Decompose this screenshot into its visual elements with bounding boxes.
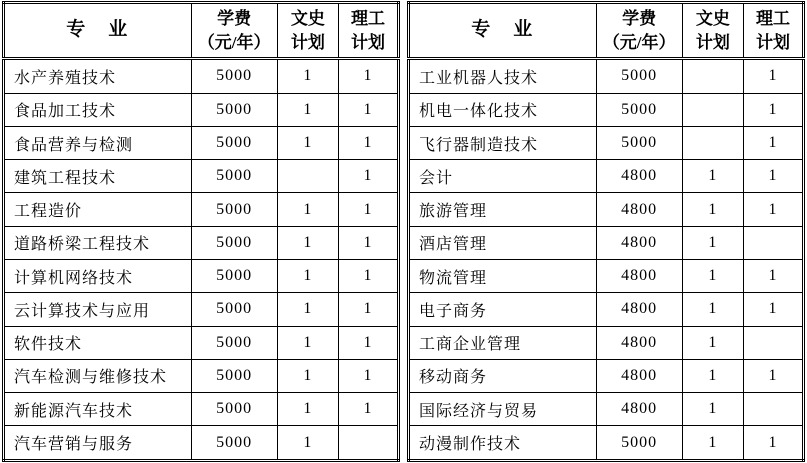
- wenshi-plan-column-header: [277, 3, 338, 59]
- table-row: [4, 193, 399, 226]
- table-row: [4, 359, 399, 392]
- major-cell: 电子商务: [409, 293, 597, 326]
- table-row: [4, 59, 399, 94]
- tuition-cell: 5000: [596, 93, 682, 126]
- wenshi-plan-cell: 1: [277, 193, 338, 226]
- major-cell: 国际经济与贸易: [409, 393, 597, 426]
- major-cell: 新能源汽车技术: [4, 393, 192, 426]
- wenshi-plan-cell: 1: [682, 193, 743, 226]
- tuition-cell: 5000: [191, 193, 277, 226]
- major-cell: 物流管理: [409, 259, 597, 292]
- major-cell: 汽车营销与服务: [4, 426, 192, 461]
- major-cell: 软件技术: [4, 326, 192, 359]
- ligong-plan-cell: 1: [338, 259, 398, 292]
- tuition-cell: 5000: [191, 293, 277, 326]
- ligong-plan-cell: [743, 226, 803, 259]
- tuition-cell: 5000: [191, 326, 277, 359]
- table-row: [4, 426, 399, 461]
- major-cell: 酒店管理: [409, 226, 597, 259]
- ligong-plan-cell: 1: [338, 326, 398, 359]
- table-row: [409, 359, 804, 392]
- tuition-cell: 5000: [191, 59, 277, 94]
- table-row: [409, 226, 804, 259]
- wenshi-plan-cell: 1: [277, 359, 338, 392]
- ligong-plan-cell: 1: [743, 59, 803, 94]
- table-row: [409, 393, 804, 426]
- wenshi-plan-cell: 1: [682, 326, 743, 359]
- header-row: [4, 3, 399, 59]
- wenshi-plan-cell: [682, 59, 743, 94]
- table-row: [409, 326, 804, 359]
- tuition-cell: 5000: [191, 160, 277, 193]
- table-row: [4, 393, 399, 426]
- tuition-cell: 5000: [191, 259, 277, 292]
- ligong-plan-cell: 1: [743, 193, 803, 226]
- major-cell: 食品加工技术: [4, 93, 192, 126]
- ligong-plan-column-header: [743, 3, 803, 59]
- major-cell: 移动商务: [409, 359, 597, 392]
- major-cell: 工业机器人技术: [409, 59, 597, 94]
- table-row: [409, 293, 804, 326]
- tuition-cell: 5000: [596, 59, 682, 94]
- ligong-header-line1: 理工: [755, 8, 790, 28]
- wenshi-plan-cell: 1: [682, 160, 743, 193]
- ligong-plan-cell: [743, 326, 803, 359]
- major-cell: 工程造价: [4, 193, 192, 226]
- ligong-plan-cell: 1: [743, 126, 803, 159]
- wenshi-plan-cell: 1: [682, 259, 743, 292]
- major-cell: 计算机网络技术: [4, 259, 192, 292]
- tuition-cell: 4800: [596, 226, 682, 259]
- ligong-plan-cell: 1: [338, 393, 398, 426]
- ligong-plan-cell: [338, 426, 398, 461]
- tuition-cell: 4800: [596, 193, 682, 226]
- tuition-cell: 5000: [191, 393, 277, 426]
- tuition-cell: 5000: [191, 226, 277, 259]
- ligong-plan-cell: 1: [743, 93, 803, 126]
- ligong-plan-cell: 1: [338, 193, 398, 226]
- table-row: [4, 259, 399, 292]
- wenshi-header-line2: 计划: [290, 32, 325, 52]
- fee-table-right: [407, 1, 805, 462]
- table-row: [409, 259, 804, 292]
- ligong-plan-cell: 1: [743, 160, 803, 193]
- table-row: [409, 160, 804, 193]
- table-row: [4, 126, 399, 159]
- major-cell: 水产养殖技术: [4, 59, 192, 94]
- wenshi-header-line2: 计划: [695, 32, 730, 52]
- tuition-header-line2: （元/年）: [602, 32, 676, 52]
- tuition-cell: 4800: [596, 393, 682, 426]
- wenshi-plan-cell: 1: [277, 226, 338, 259]
- table-row: [4, 326, 399, 359]
- major-cell: 建筑工程技术: [4, 160, 192, 193]
- major-cell: 工商企业管理: [409, 326, 597, 359]
- ligong-plan-cell: [743, 393, 803, 426]
- tuition-cell: 5000: [596, 426, 682, 461]
- ligong-plan-cell: 1: [338, 226, 398, 259]
- wenshi-plan-cell: 1: [682, 359, 743, 392]
- wenshi-plan-cell: 1: [682, 393, 743, 426]
- wenshi-plan-cell: 1: [277, 59, 338, 94]
- ligong-header-line2: 计划: [350, 32, 385, 52]
- ligong-plan-cell: 1: [338, 93, 398, 126]
- tuition-cell: 5000: [191, 426, 277, 461]
- fee-table-right-body: [409, 59, 804, 461]
- wenshi-plan-column-header: [682, 3, 743, 59]
- ligong-plan-cell: 1: [338, 160, 398, 193]
- wenshi-plan-cell: 1: [682, 226, 743, 259]
- tuition-cell: 4800: [596, 293, 682, 326]
- table-row: [409, 59, 804, 94]
- major-cell: 道路桥梁工程技术: [4, 226, 192, 259]
- major-cell: 飞行器制造技术: [409, 126, 597, 159]
- table-row: [409, 193, 804, 226]
- table-row: [409, 93, 804, 126]
- table-row: [4, 226, 399, 259]
- ligong-plan-cell: 1: [338, 126, 398, 159]
- wenshi-header-line1: 文史: [290, 8, 325, 28]
- wenshi-header-line1: 文史: [695, 8, 730, 28]
- wenshi-plan-cell: [682, 93, 743, 126]
- tuition-header-line1: 学费: [217, 8, 252, 28]
- wenshi-plan-cell: [277, 160, 338, 193]
- major-cell: 机电一体化技术: [409, 93, 597, 126]
- table-row: [409, 426, 804, 461]
- major-cell: 云计算技术与应用: [4, 293, 192, 326]
- major-cell: 旅游管理: [409, 193, 597, 226]
- tuition-cell: 4800: [596, 359, 682, 392]
- wenshi-plan-cell: 1: [682, 426, 743, 461]
- table-row: [4, 293, 399, 326]
- wenshi-plan-cell: 1: [277, 259, 338, 292]
- tuition-cell: 5000: [596, 126, 682, 159]
- major-cell: 食品营养与检测: [4, 126, 192, 159]
- major-cell: 汽车检测与维修技术: [4, 359, 192, 392]
- tuition-header-line1: 学费: [622, 8, 657, 28]
- table-row: [409, 126, 804, 159]
- fee-table-left-body: [4, 59, 399, 461]
- tuition-cell: 4800: [596, 326, 682, 359]
- tuition-cell: 5000: [191, 126, 277, 159]
- header-row: [409, 3, 804, 59]
- tuition-cell: 5000: [191, 93, 277, 126]
- wenshi-plan-cell: 1: [277, 393, 338, 426]
- major-column-header: 专 业: [4, 3, 192, 59]
- ligong-header-line2: 计划: [755, 32, 790, 52]
- ligong-plan-cell: 1: [338, 59, 398, 94]
- table-row: [4, 160, 399, 193]
- ligong-plan-cell: 1: [338, 293, 398, 326]
- ligong-plan-cell: 1: [338, 359, 398, 392]
- fee-table-left: [2, 1, 400, 462]
- ligong-plan-cell: 1: [743, 293, 803, 326]
- major-cell: 会计: [409, 160, 597, 193]
- ligong-plan-cell: 1: [743, 426, 803, 461]
- tuition-cell: 5000: [191, 359, 277, 392]
- wenshi-plan-cell: 1: [277, 326, 338, 359]
- wenshi-plan-cell: 1: [277, 126, 338, 159]
- tuition-column-header: [596, 3, 682, 59]
- wenshi-plan-cell: 1: [682, 293, 743, 326]
- wenshi-plan-cell: 1: [277, 426, 338, 461]
- tuition-column-header: [191, 3, 277, 59]
- ligong-plan-cell: 1: [743, 259, 803, 292]
- major-column-header: 专 业: [409, 3, 597, 59]
- table-row: [4, 93, 399, 126]
- wenshi-plan-cell: 1: [277, 293, 338, 326]
- ligong-plan-column-header: [338, 3, 398, 59]
- wenshi-plan-cell: [682, 126, 743, 159]
- ligong-plan-cell: 1: [743, 359, 803, 392]
- tuition-cell: 4800: [596, 160, 682, 193]
- ligong-header-line1: 理工: [350, 8, 385, 28]
- tuition-cell: 4800: [596, 259, 682, 292]
- major-cell: 动漫制作技术: [409, 426, 597, 461]
- wenshi-plan-cell: 1: [277, 93, 338, 126]
- tuition-header-line2: （元/年）: [197, 32, 271, 52]
